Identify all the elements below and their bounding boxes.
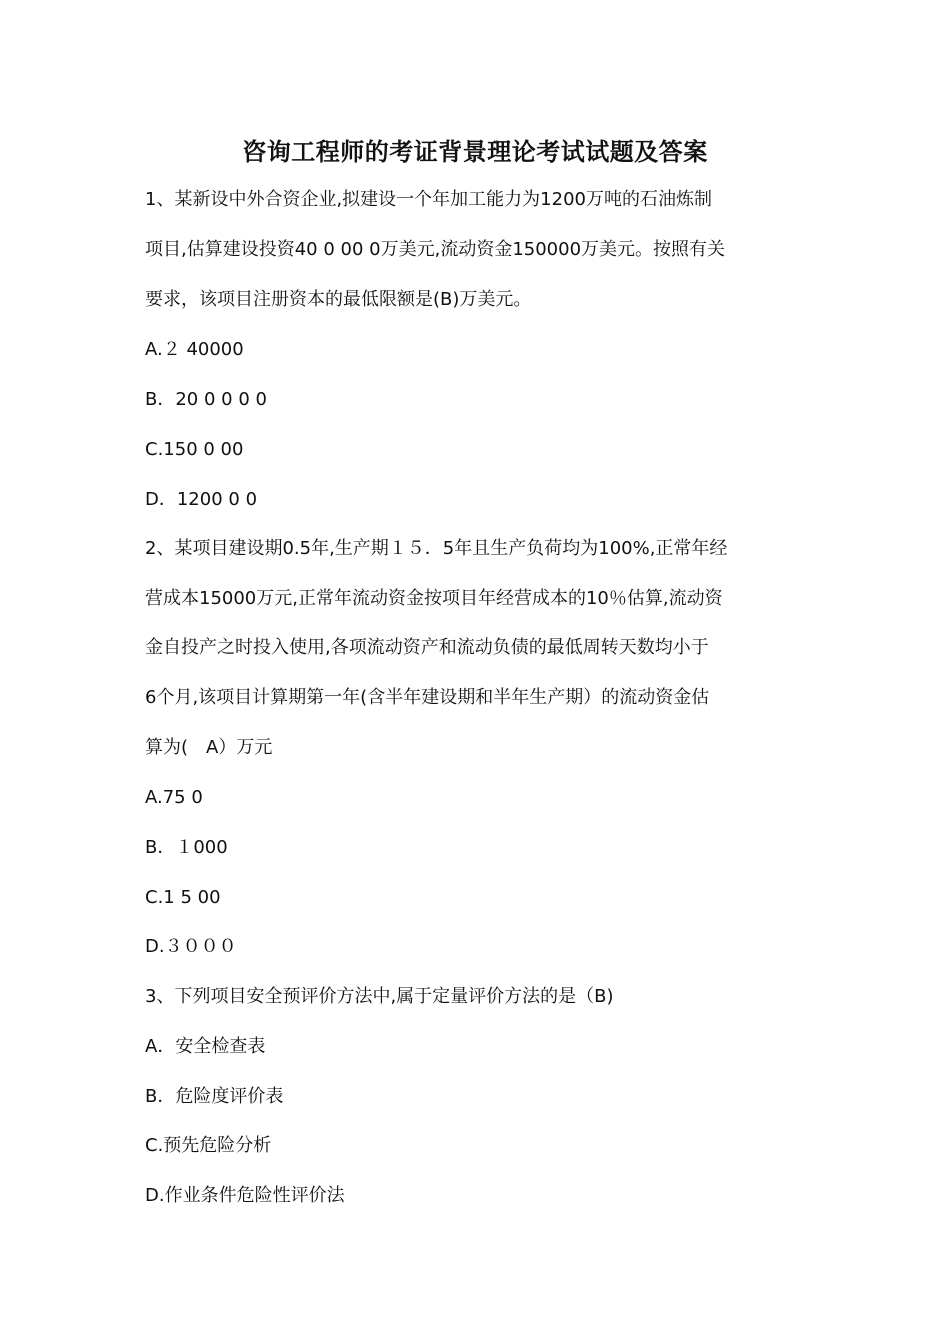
q2-stem-line-3: 金自投产之时投入使用,各项流动资产和流动负债的最低周转天数均小于 <box>145 637 709 658</box>
q3-stem: 3、下列项目安全预评价方法中,属于定量评价方法的是（B) <box>145 986 614 1007</box>
q3-option-d: D.作业条件危险性评价法 <box>145 1185 345 1206</box>
q1-option-d: D．1200 0 0 <box>145 489 258 510</box>
q2-option-b: B．１000 <box>145 837 228 858</box>
q3-option-a: A．安全检查表 <box>145 1036 266 1057</box>
q1-option-a: A.２ 40000 <box>145 339 244 360</box>
q1-option-c: C.150 0 00 <box>145 439 244 460</box>
q2-option-d: D.３０００ <box>145 936 237 957</box>
q2-stem-line-2: 营成本15000万元,正常年流动资金按项目年经营成本的10％估算,流动资 <box>145 588 723 609</box>
q2-option-c: C.1 5 00 <box>145 887 221 908</box>
q2-stem-line-4: 6个月,该项目计算期第一年(含半年建设期和半年生产期）的流动资金估 <box>145 687 710 708</box>
q2-stem-line-5: 算为( A）万元 <box>145 737 273 758</box>
q3-option-c: C.预先危险分析 <box>145 1135 272 1156</box>
q3-option-b: B．危险度评价表 <box>145 1086 284 1107</box>
document-title: 咨询工程师的考证背景理论考试试题及答案 <box>242 137 708 166</box>
q1-option-b: B．20 0 0 0 0 <box>145 389 267 410</box>
q1-stem-line-3: 要求，该项目注册资本的最低限额是(B)万美元。 <box>145 289 532 310</box>
q2-option-a: A.75 0 <box>145 787 203 808</box>
q2-stem-line-1: 2、某项目建设期0.5年,生产期１５．5年且生产负荷均为100%,正常年经 <box>145 538 728 559</box>
q1-stem-line-2: 项目,估算建设投资40 0 00 0万美元,流动资金150000万美元。按照有关 <box>145 239 726 260</box>
q1-stem-line-1: 1、某新设中外合资企业,拟建设一个年加工能力为1200万吨的石油炼制 <box>145 189 712 210</box>
